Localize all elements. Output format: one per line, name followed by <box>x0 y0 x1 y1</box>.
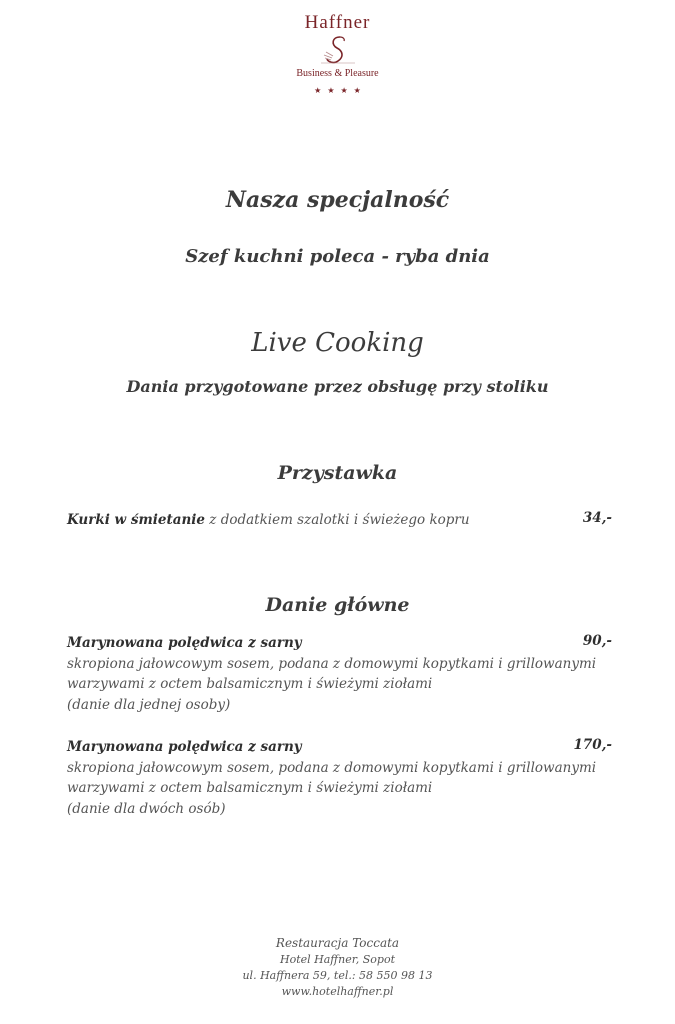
main-item-name: Marynowana polędwica z sarny <box>67 635 302 651</box>
main-item-serving-note: (danie dla dwóch osób) <box>67 800 226 817</box>
live-cooking-heading: Live Cooking <box>251 328 424 358</box>
hotel-stars-rating: ★★★★ <box>314 86 367 95</box>
main-course-section-heading: Danie główne <box>265 594 410 616</box>
main-item-description-line: skropiona jałowcowym sosem, podana z domowymi kopytkami i grillowanymi <box>67 759 597 776</box>
footer-restaurant-name: Restauracja Toccata <box>275 936 400 950</box>
footer-address: ul. Haffnera 59, tel.: 58 550 98 13 <box>242 969 433 982</box>
main-item-name: Marynowana polędwica z sarny <box>67 739 302 755</box>
starter-section-heading: Przystawka <box>277 462 398 484</box>
starter-item-description: z dodatkiem szalotki i świeżego kopru <box>205 512 470 528</box>
hotel-logo <box>0 12 675 95</box>
logo-tagline: Business & Pleasure <box>296 68 379 79</box>
main-item-price: 90,- <box>582 633 612 649</box>
starter-item-name: Kurki w śmietanie <box>67 512 205 528</box>
live-cooking-subheading: Dania przygotowane przez obsługę przy stoliku <box>126 377 549 396</box>
swan-logo-icon <box>318 34 358 68</box>
main-item-description-line: skropiona jałowcowym sosem, podana z domowymi kopytkami i grillowanymi <box>67 655 597 672</box>
footer-website-link[interactable]: www.hotelhaffner.pl <box>281 985 394 998</box>
specialty-heading: Nasza specjalność <box>225 187 450 213</box>
main-item-description-line: warzywami z octem balsamicznym i świeżymi ziołami <box>67 780 433 796</box>
main-menu-item <box>67 737 612 819</box>
footer-hotel-name: Hotel Haffner, Sopot <box>280 953 395 966</box>
starter-item-price: 34,- <box>582 510 612 526</box>
chef-recommendation-heading: Szef kuchni poleca - ryba dnia <box>185 246 490 267</box>
starter-menu-item <box>67 510 612 531</box>
restaurant-footer <box>0 934 675 1000</box>
main-item-price: 170,- <box>573 737 612 753</box>
main-menu-item <box>67 633 612 715</box>
main-item-description-line: warzywami z octem balsamicznym i świeżymi ziołami <box>67 676 433 692</box>
logo-brand-name: Haffner <box>304 12 371 33</box>
main-item-serving-note: (danie dla jednej osoby) <box>67 696 231 713</box>
